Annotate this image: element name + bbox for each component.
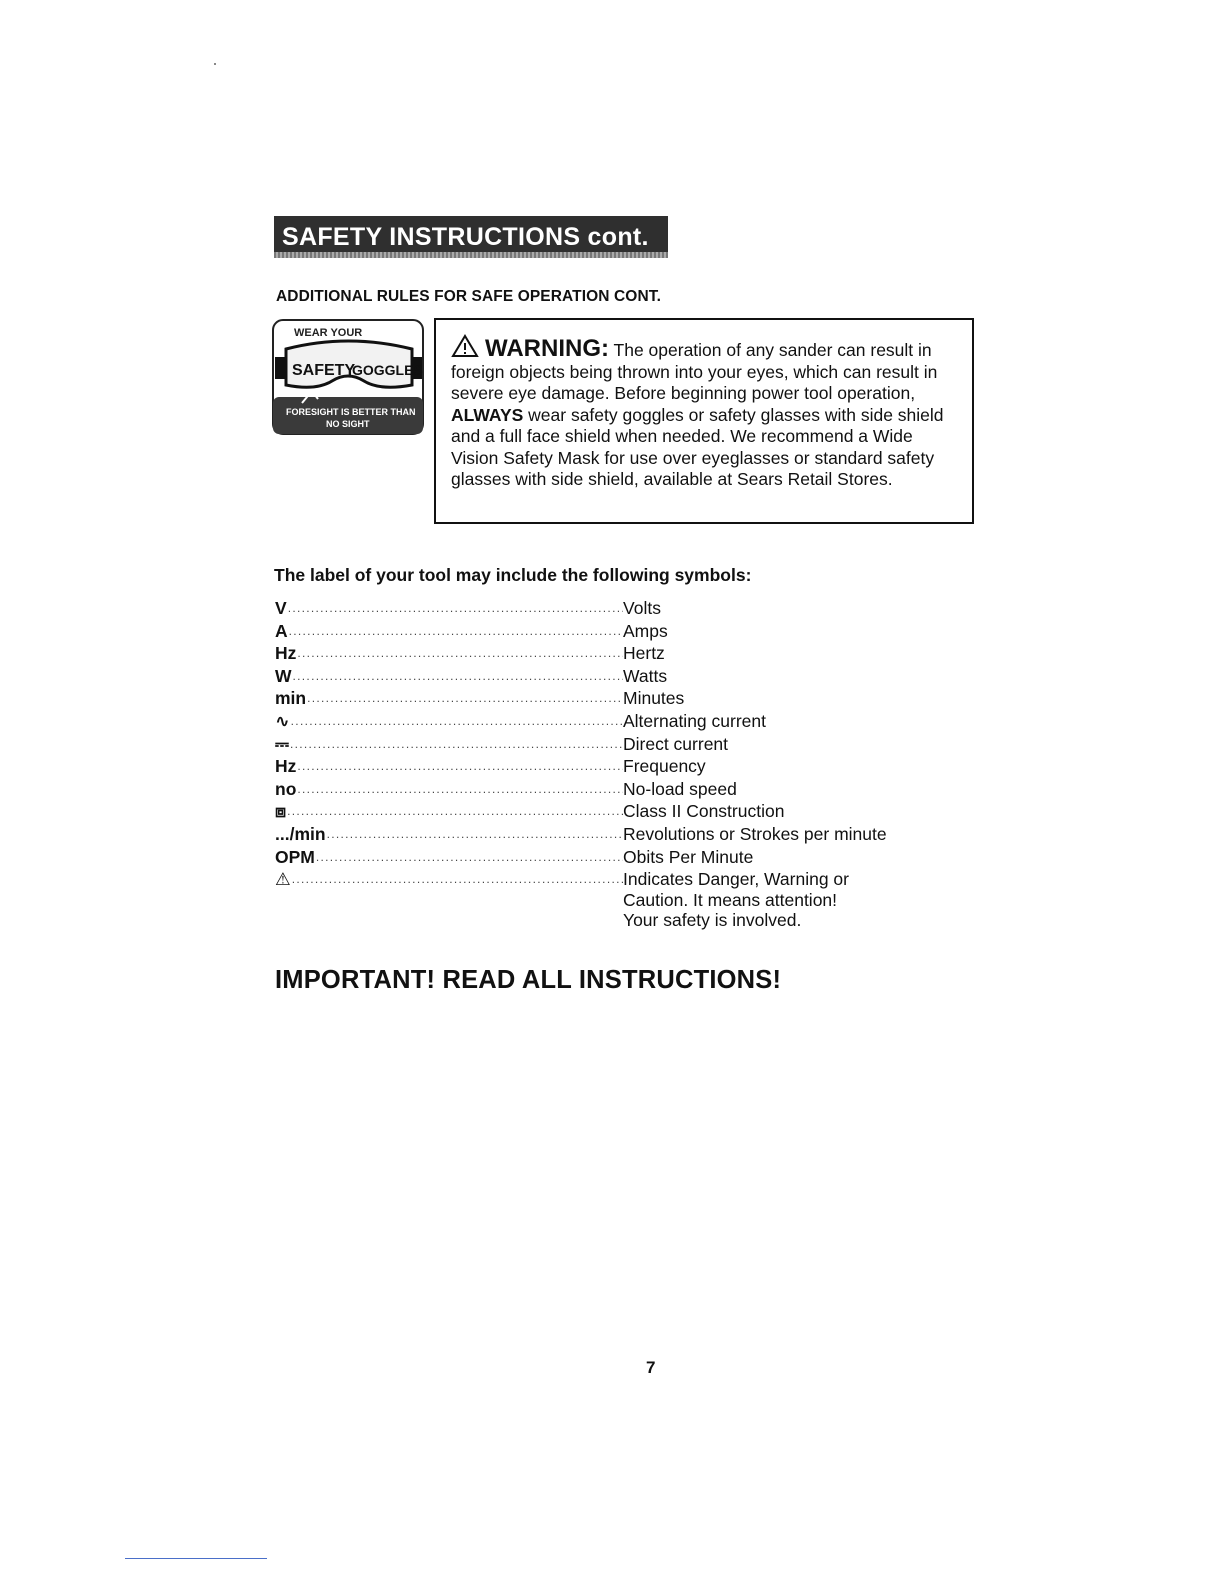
badge-top-text: WEAR YOUR [294,327,363,339]
symbol-key: Hz [275,756,297,777]
symbol-key: V [275,598,287,618]
warning-text-1: The operation of any sander can result in foreign objects being thrown into your eyes, which can result in severe eye damage. Before beginning power tool operation, [451,340,938,403]
leader-dots [292,868,623,891]
symbol-meaning: Hertz [623,643,665,664]
symbol-row [275,620,955,643]
scan-speck [214,63,216,65]
symbol-row [275,868,955,931]
leader-dots [327,823,623,846]
page-number: 7 [646,1358,656,1377]
symbol-meaning: Direct current [623,733,729,754]
leader-dots [293,665,623,688]
symbol-row [275,846,955,869]
symbol-key: no [275,778,297,799]
symbols-list [275,597,955,931]
symbols-intro: The label of your tool may include the following symbols: [274,565,752,585]
leader-dots [297,642,623,665]
symbol-meaning: No-load speed [623,778,737,799]
badge-bottom-line2: NO SIGHT [326,419,370,429]
symbol-meaning: Watts [623,665,668,686]
safety-goggles-badge [272,319,424,435]
symbol-key: min [275,688,307,709]
leader-dots [288,597,623,620]
class-ii-construction-icon: ⧈ [275,801,287,822]
leader-dots [290,733,623,756]
leader-dots [307,687,623,710]
symbol-key: Hz [275,643,297,664]
symbol-meaning: Obits Per Minute [623,846,754,867]
symbol-meaning: Class II Construction [623,801,785,822]
symbol-row [275,687,955,710]
warning-title: WARNING: [485,335,609,362]
section-banner: SAFETY INSTRUCTIONS cont. [274,216,668,258]
warning-always: ALWAYS [451,404,524,425]
warning-box [434,318,974,524]
subheading: ADDITIONAL RULES FOR SAFE OPERATION CONT. [276,288,662,305]
symbol-meaning: Minutes [623,688,685,709]
symbol-key: W [275,665,292,686]
symbol-key: OPM [275,846,315,867]
alternating-current-icon: ∿ [275,710,290,731]
symbol-meaning: Amps [623,620,668,641]
symbol-row [275,823,955,846]
badge-bottom-line1: FORESIGHT IS BETTER THAN [286,407,416,417]
symbol-key: .../min [275,823,326,844]
symbol-row [275,778,955,801]
symbol-row [275,710,955,733]
important-notice: IMPORTANT! READ ALL INSTRUCTIONS! [275,966,782,994]
warning-text-2: wear safety goggles or safety glasses with side shield and a full face shield when needed. We recommend a Wide Vision Safety Mask for use over eyeglasses or standard safety glasses with side shield, available at Sears Retail Stores. [451,404,944,489]
direct-current-icon: ⎓ [275,733,289,754]
symbol-meaning: Alternating current [623,710,766,731]
warning-title-group [451,335,609,362]
leader-dots [316,846,623,869]
symbol-row [275,733,955,756]
warning-triangle-icon [451,334,479,358]
badge-left-text: SAFETY [292,362,356,379]
symbol-row [275,800,955,823]
symbol-meaning: Revolutions or Strokes per minute [623,823,887,844]
leader-dots [297,755,623,778]
leader-dots [291,710,623,733]
warning-triangle-icon: ⚠ [275,869,291,890]
symbol-key: A [275,620,288,641]
badge-right-text: GOGGLES [352,362,423,378]
leader-dots [287,800,623,823]
symbol-meaning: Frequency [623,756,706,777]
symbol-row [275,597,955,620]
symbol-row [275,642,955,665]
symbol-row [275,665,955,688]
leader-dots [289,620,623,643]
footer-rule [125,1558,267,1559]
symbol-meaning: Indicates Danger, Warning or Caution. It means attention! Your safety is involved. [623,869,849,931]
leader-dots [297,778,623,801]
symbol-meaning: Volts [623,598,661,618]
symbol-row [275,755,955,778]
